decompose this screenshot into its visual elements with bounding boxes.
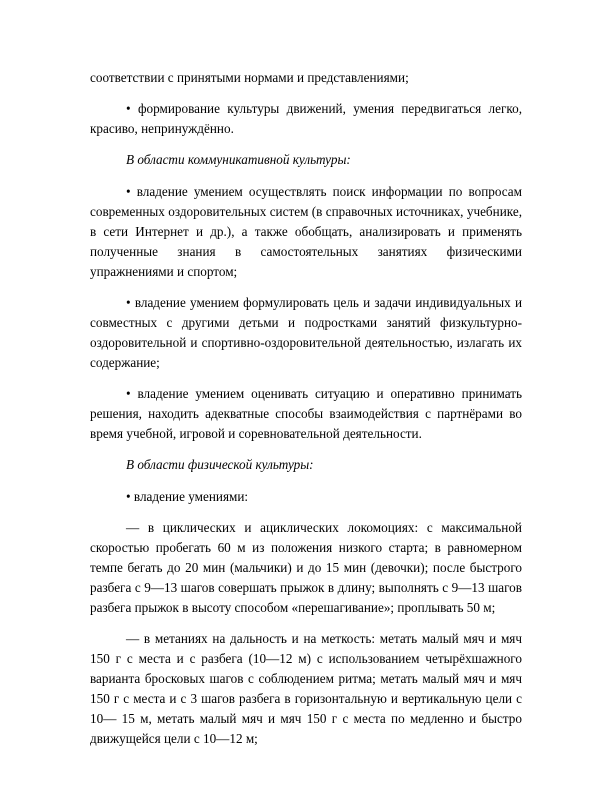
paragraph-movement-culture: • формирование культуры движений, умения передвигаться легко, красиво, непринуждённо. (90, 101, 522, 136)
document-page (90, 68, 522, 760)
section-heading-physical: В области физической культуры: (126, 457, 314, 472)
paragraph-throwing: — в метаниях на дальность и на меткость: метать малый мяч и мяч 150 г с места и с разбега (10—12 м) с использованием четырёхшажного варианта бросковых шагов с соблюдением ритма; метать малый мяч и мяч 150 г с места и с 3 шагов разбега в горизонтальную и вертикальную цели с 10— 15 м, метать малый мяч и мяч 150 г с места по медленно и быстро движущейся цели с 10—12 м; (90, 631, 522, 746)
paragraph-locomotion: — в циклических и ациклических локомоциях: с максимальной скоростью пробегать 60 м из положения низкого старта; в равномерном темпе бегать до 20 мин (мальчики) и до 15 мин (девочки); после быстрого разбега с 9—13 шагов совершать прыжок в длину; выполнять с 9—13 шагов разбега прыжок в высоту способом «перешагивание»; проплывать 50 м; (90, 520, 522, 615)
paragraph-situation-assessment: • владение умением оценивать ситуацию и оперативно принимать решения, находить адекватные способы взаимодействия с партнёрами во время учебной, игровой и соревновательной деятельности. (90, 386, 522, 441)
section-heading-communicative: В области коммуникативной культуры: (126, 152, 351, 167)
paragraph-goal-formulation: • владение умением формулировать цель и задачи индивидуальных и совместных с другими детьми и подростками занятий физкультурно-оздоровительной и спортивно-оздоровительной деятельностью, излагать их содержание; (90, 295, 522, 370)
paragraph-skills-intro: • владение умениями: (126, 489, 249, 504)
paragraph-continuation: соответствии с принятыми нормами и представлениями; (90, 70, 409, 85)
paragraph-information-search: • владение умением осуществлять поиск информации по вопросам современных оздоровительных систем (в справочных источниках, учебнике, в сети Интернет и др.), а также обобщать, анализировать и применять полученные знания в самостоятельных занятиях физическими упражнениями и спортом; (90, 184, 522, 279)
